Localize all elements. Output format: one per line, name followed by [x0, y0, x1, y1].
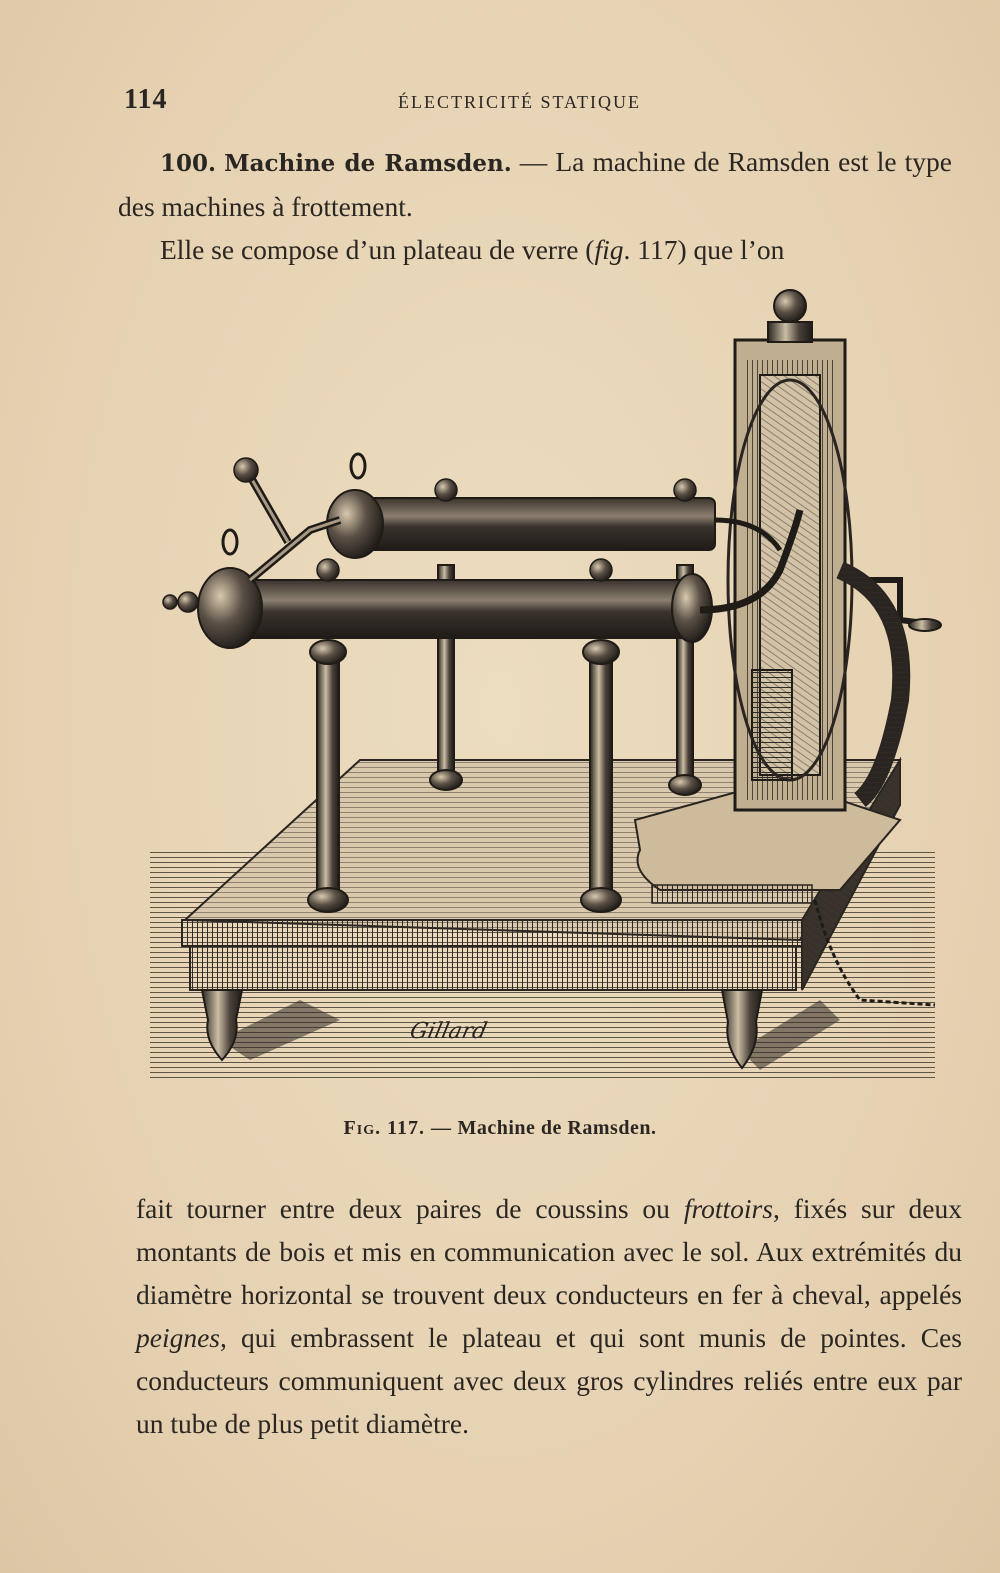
section-number: 100.	[160, 150, 217, 177]
running-title: ÉLECTRICITÉ STATIQUE	[398, 92, 642, 112]
paragraph-2	[136, 1187, 962, 1445]
figure-caption	[0, 1117, 1000, 1140]
section-paragraph	[118, 140, 952, 228]
section-intro-text: La machine de Ramsden est le type des machines à frottement.	[118, 146, 953, 222]
figure-reference-fig: fig	[594, 234, 624, 265]
paragraph-1	[118, 228, 952, 271]
engraver-signature: Gillard	[407, 1018, 490, 1044]
term-peignes: peignes	[136, 1322, 221, 1353]
paragraph-2-part-1: fait tourner entre deux paires de coussins ou	[136, 1193, 684, 1224]
paragraph-1-text-a: Elle se compose d’un plateau de verre (	[160, 234, 595, 265]
ramsden-machine-engraving	[140, 280, 950, 1100]
page-number: 114	[124, 84, 168, 115]
section-title: Machine de Ramsden.	[224, 150, 512, 177]
figure-title: Machine de Ramsden.	[457, 1117, 657, 1139]
term-frottoirs: frottoirs	[683, 1193, 773, 1224]
running-head	[120, 84, 960, 118]
paragraph-2-part-3: , qui embrassent le plateau et qui sont munis de pointes. Ces conducteurs communiquent avec deux gros cylindres reliés entre eux par un tube de plus petit diamètre.	[136, 1322, 962, 1439]
figure-reference-number: . 117	[623, 234, 678, 265]
figure-label: Fig. 117.	[343, 1117, 425, 1139]
figure-illustration	[140, 280, 950, 1100]
top-text-block	[118, 140, 952, 271]
section-dash: —	[519, 146, 548, 177]
paragraph-1-text-b: ) que l’on	[677, 234, 785, 265]
bottom-text-block	[136, 1187, 962, 1445]
paragraph-2-part-2: , fixés sur deux montants de bois et mis en communication avec le sol. Aux extrémités du diamètre horizontal se trouvent deux conducteurs en fer à cheval, appelés	[136, 1193, 962, 1310]
caption-dash: —	[431, 1117, 452, 1139]
